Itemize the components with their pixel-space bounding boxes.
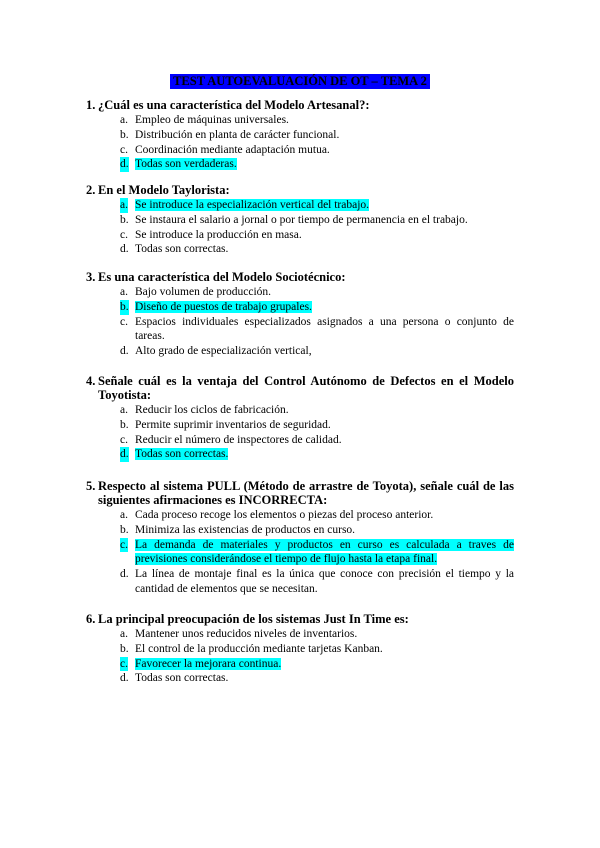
question-number: 6. <box>86 612 96 626</box>
option-letter: c. <box>120 538 128 551</box>
option-letter: d. <box>120 158 129 171</box>
option-letter: b. <box>120 300 129 313</box>
question-2 <box>86 183 514 257</box>
option-letter: b. <box>120 213 129 226</box>
option-a <box>86 198 514 213</box>
options-list <box>86 113 514 172</box>
option-text: Mantener unos reducidos niveles de inventarios. <box>135 628 358 640</box>
option-letter: b. <box>120 418 129 431</box>
question-number: 4. <box>86 374 96 388</box>
option-text-correct: Favorecer la mejorara continua. <box>135 657 282 670</box>
option-text: Bajo volumen de producción. <box>135 286 272 298</box>
option-text: Se introduce la producción en masa. <box>135 228 302 241</box>
option-letter: d. <box>120 568 129 581</box>
option-letter: c. <box>120 228 128 241</box>
option-letter: a. <box>120 509 128 521</box>
option-letter: c. <box>120 143 128 156</box>
option-text: El control de la producción mediante tarjetas Kanban. <box>135 642 383 655</box>
option-d <box>86 447 514 462</box>
option-letter: c. <box>120 657 128 670</box>
option-text-correct: Todas son correctas. <box>135 448 229 461</box>
option-letter: c. <box>120 315 128 328</box>
option-c <box>86 315 514 345</box>
question-number: 2. <box>86 183 96 197</box>
option-letter: a. <box>120 404 128 416</box>
question-1 <box>86 98 514 172</box>
option-b <box>86 523 514 538</box>
question-text <box>86 270 514 284</box>
option-d <box>86 671 514 686</box>
option-text: Distribución en planta de carácter funcional. <box>135 128 340 141</box>
option-c <box>86 657 514 672</box>
option-letter: b. <box>120 128 129 141</box>
question-text <box>86 98 514 112</box>
option-text: Cada proceso recoge los elementos o piezas del proceso anterior. <box>135 509 434 521</box>
option-letter: d. <box>120 448 129 461</box>
option-text-correct: Diseño de puestos de trabajo grupales. <box>135 300 312 313</box>
option-text-correct: Todas son verdaderas. <box>135 158 237 171</box>
option-a <box>86 403 514 418</box>
option-letter: d. <box>120 243 129 256</box>
question-prompt: La principal preocupación de los sistemas Just In Time es: <box>98 612 409 626</box>
option-a <box>86 285 514 300</box>
question-prompt: En el Modelo Taylorista: <box>98 183 230 197</box>
option-letter: a. <box>120 628 128 640</box>
option-text: Reducir el número de inspectores de calidad. <box>135 433 342 446</box>
question-text <box>86 479 514 507</box>
option-letter: a. <box>120 199 128 211</box>
options-list <box>86 198 514 257</box>
option-a <box>86 113 514 128</box>
option-b <box>86 300 514 315</box>
option-text: Coordinación mediante adaptación mutua. <box>135 143 330 156</box>
question-text <box>86 612 514 626</box>
option-d <box>86 567 514 597</box>
option-text-correct: La demanda de materiales y productos en curso es calculada a traves de previsiones considerándose el tiempo de flujo hasta la etapa final. <box>135 538 514 566</box>
option-letter: c. <box>120 433 128 446</box>
option-d <box>86 157 514 172</box>
question-prompt: ¿Cuál es una característica del Modelo Artesanal?: <box>98 98 370 112</box>
option-b <box>86 418 514 433</box>
option-d <box>86 242 514 257</box>
option-letter: a. <box>120 286 128 298</box>
document-title: TEST AUTOEVALUACIÓN DE OT – TEMA 2 <box>170 74 430 89</box>
option-a <box>86 508 514 523</box>
question-4 <box>86 374 514 462</box>
option-b <box>86 213 514 228</box>
option-b <box>86 128 514 143</box>
options-list <box>86 508 514 597</box>
question-text <box>86 183 514 197</box>
question-number: 1. <box>86 98 96 112</box>
option-text: Todas son correctas. <box>135 672 229 685</box>
question-number: 3. <box>86 270 96 284</box>
question-prompt: Es una característica del Modelo Sociotécnico: <box>98 270 346 284</box>
option-text: Se instaura el salario a jornal o por tiempo de permanencia en el trabajo. <box>135 213 468 226</box>
option-text: La línea de montaje final es la única que conoce con precisión el tiempo y la cantidad de elementos que se necesitan. <box>135 568 514 595</box>
option-letter: b. <box>120 642 129 655</box>
question-text <box>86 374 514 402</box>
option-c <box>86 143 514 158</box>
option-text-correct: Se introduce la especialización vertical del trabajo. <box>135 199 370 211</box>
option-d <box>86 344 514 359</box>
option-text: Minimiza las existencias de productos en curso. <box>135 523 356 536</box>
option-text: Empleo de máquinas universales. <box>135 114 289 126</box>
option-text: Reducir los ciclos de fabricación. <box>135 404 289 416</box>
options-list <box>86 403 514 462</box>
option-letter: a. <box>120 114 128 126</box>
option-text: Todas son correctas. <box>135 243 229 256</box>
option-text: Espacios individuales especializados asignados a una persona o conjunto de tareas. <box>135 315 514 343</box>
option-a <box>86 627 514 642</box>
option-letter: d. <box>120 345 129 358</box>
option-text: Alto grado de especialización vertical, <box>135 345 312 358</box>
question-number: 5. <box>86 479 96 493</box>
option-b <box>86 642 514 657</box>
option-letter: b. <box>120 523 129 536</box>
option-letter: d. <box>120 672 129 685</box>
option-c <box>86 433 514 448</box>
option-c <box>86 538 514 568</box>
option-text: Permite suprimir inventarios de seguridad. <box>135 418 331 431</box>
option-c <box>86 228 514 243</box>
question-5 <box>86 479 514 597</box>
question-3 <box>86 270 514 359</box>
question-6 <box>86 612 514 686</box>
options-list <box>86 285 514 359</box>
title-row <box>0 72 600 90</box>
question-prompt: Señale cuál es la ventaja del Control Autónomo de Defectos en el Modelo Toyotista: <box>98 374 514 402</box>
question-prompt: Respecto al sistema PULL (Método de arrastre de Toyota), señale cuál de las siguientes afirmaciones es INCORRECTA: <box>98 479 514 507</box>
options-list <box>86 627 514 686</box>
